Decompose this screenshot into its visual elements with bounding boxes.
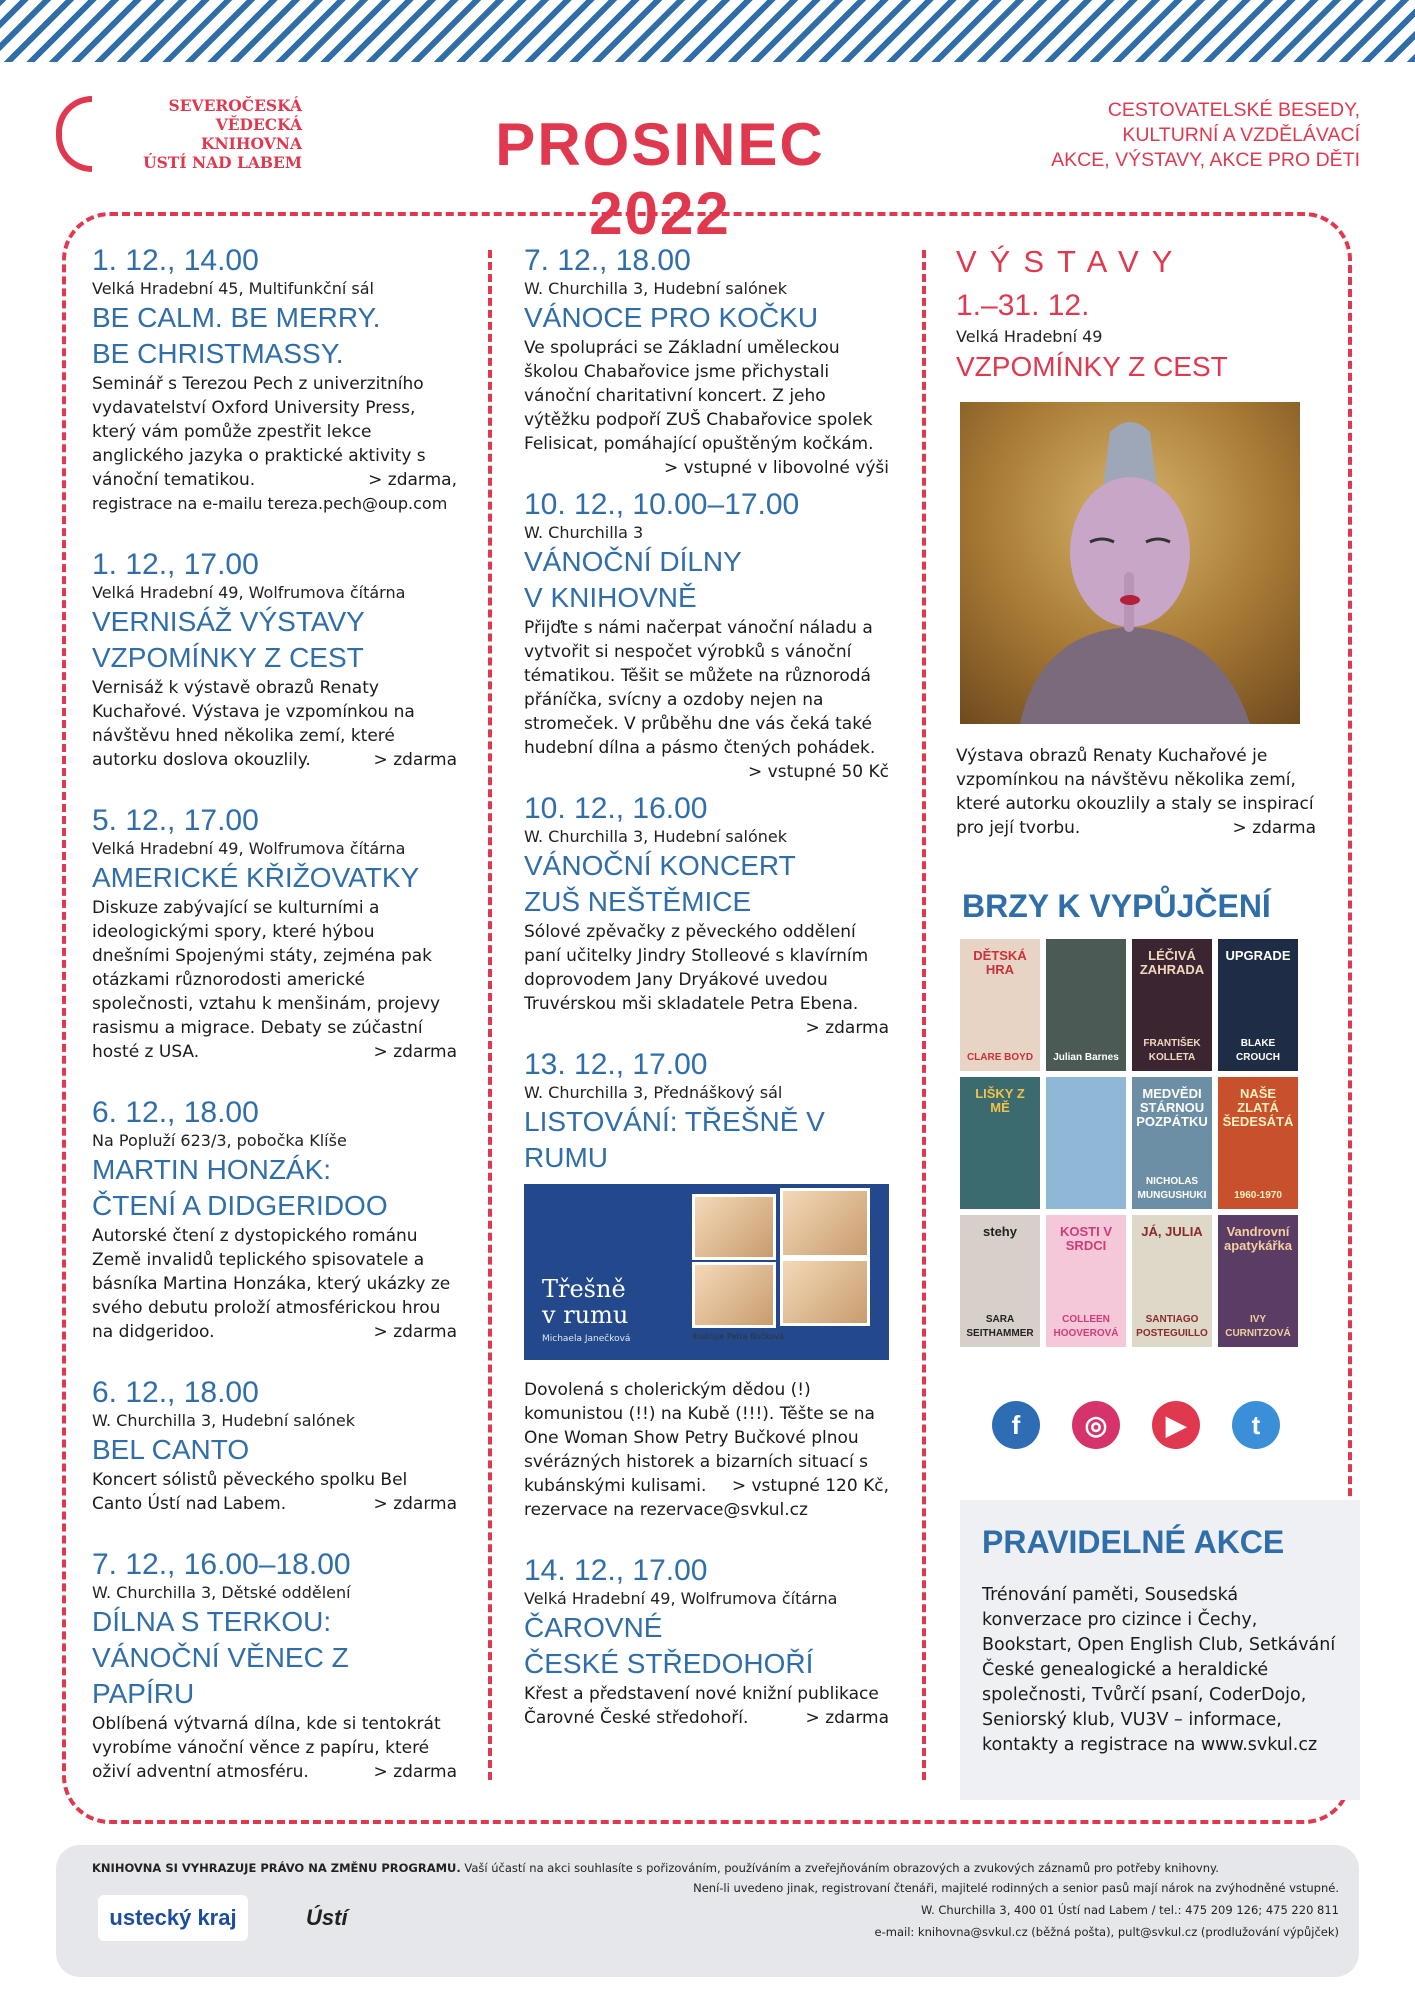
event-title [524,300,889,336]
cover-author: Michaela Janečková [542,1334,631,1344]
event-registration: rezervace na rezervace@svkul.cz [524,1500,808,1520]
exhibition-place: Velká Hradební 49 [956,327,1103,346]
book-title: stehy [983,1224,1017,1239]
exhibitions-column [956,244,1316,1449]
event-date: 6. 12., 18.00 [92,1376,259,1409]
event-place: Velká Hradební 45, Multifunkční sál [92,279,374,298]
event-card [524,244,889,478]
cover-photo [692,1194,776,1260]
book-cover[interactable] [1046,1077,1126,1209]
event-place: Na Popluží 623/3, pobočka Klíše [92,1131,347,1150]
event-date: 1. 12., 17.00 [92,548,259,581]
cover-photo [780,1258,870,1326]
logo-line: ÚSTÍ NAD LABEM [143,153,302,172]
event-description [524,1682,889,1730]
cover-title-line: Třešně [542,1275,626,1303]
event-price: > zdarma [373,1322,457,1342]
event-price: > zdarma, [368,470,457,490]
page-title: PROSINEC 2022 [495,111,825,247]
book-title: DĚTSKÁ HRA [973,948,1027,977]
book-title: JÁ, JULIA [1141,1224,1203,1239]
footer-email: e-mail: knihovna@svkul.cz (běžná pošta), pult@svkul.cz (prodlužování výpůjček) [874,1925,1339,1939]
book-cover-image [524,1184,889,1360]
event-text: Diskuze zabývající se kulturními a ideologickými spory, které hýbou dnešními Spojenými státy, zejména pak otázkami různorodosti americké společnosti, vztahu k menšinám, projevy rasismu a migrace. Debaty se zúčastní hosté z USA. [92,898,441,1062]
footer-address: W. Churchilla 3, 400 01 Ústí nad Labem / tel.: 475 209 126; 475 220 811 [921,1903,1339,1917]
cover-photo [780,1188,870,1258]
book-author: SARA SEITHAMMER [966,1314,1034,1339]
event-card [92,1548,457,1784]
event-date: 1. 12., 14.00 [92,244,259,277]
event-place: Velká Hradební 49, Wolfrumova čítárna [524,1589,838,1608]
youtube-icon[interactable]: ▶ [1152,1401,1200,1449]
footer [56,1845,1359,1977]
event-title-line: LISTOVÁNÍ: TŘEŠNĚ V RUMU [524,1106,825,1173]
event-price: > zdarma [373,1762,457,1782]
book-author: SANTIAGO POSTEGUILLO [1136,1314,1208,1339]
exhibition-description [956,744,1316,840]
event-place: W. Churchilla 3, Přednáškový sál [524,1083,783,1102]
event-date: 13. 12., 17.00 [524,1048,708,1081]
event-title-line: VERNISÁŽ VÝSTAVY [92,606,365,637]
event-place: Velká Hradební 49, Wolfrumova čítárna [92,583,406,602]
event-text: Přijďte s námi načerpat vánoční náladu a vytvořit si nespočet výrobků s vánoční tématikou. Těšit se můžete na různorodá přáníčka, svícny a ozdoby nejen na stromeček. V průběhu dne vás čeká také hudební dílna a pásmo čtených pohádek. [524,618,876,758]
book-cover[interactable] [1218,1215,1298,1347]
exhibition-text: Výstava obrazů Renaty Kuchařové je vzpomínkou na návštěvu několika zemí, které autorku okouzlily a staly se inspirací pro její tvorbu. [956,746,1314,838]
event-price: > zdarma [805,1708,889,1728]
event-card [92,244,457,516]
event-text: Vernisáž k výstavě obrazů Renaty Kuchařové. Výstava je vzpomínkou na návštěvu hned několika zemí, které autorku doslova okouzlily. [92,678,415,770]
event-title-line: VZPOMÍNKY Z CEST [92,642,364,673]
book-cover[interactable] [1132,1215,1212,1347]
book-title: NAŠE ZLATÁ ŠEDESÁTÁ [1222,1086,1294,1129]
books-heading: BRZY K VYPŮJČENÍ [962,888,1271,924]
column-divider [922,250,926,1780]
event-date: 5. 12., 17.00 [92,804,259,837]
exhibition-title: VZPOMÍNKY Z CEST [956,351,1228,382]
event-place: W. Churchilla 3, Hudební salónek [524,827,787,846]
book-cover[interactable] [1132,939,1212,1071]
book-title: MEDVĚDI STÁRNOU POZPÁTKU [1136,1086,1208,1129]
cover-title-line: v rumu [542,1301,629,1329]
event-text: Seminář s Terezou Pech z univerzitního vydavatelství Oxford University Press, který vám pomůže zpestřit lekce anglického jazyka o praktické aktivity s vánoční tematikou. [92,374,426,490]
event-description [92,676,457,772]
event-title [524,848,889,920]
cover-title [542,1276,628,1328]
footer-disclaimer-text: Vaší účastí na akci souhlasíte s pořizováním, používáním a zveřejňováním obrazových a zvukových záznamů pro potřeby knihovny. [464,1861,1219,1875]
event-date: 7. 12., 18.00 [524,244,691,277]
regular-events-box [960,1500,1360,1800]
event-title [92,1152,457,1224]
event-description [92,1468,457,1516]
book-title: Vandrovní apatykářka [1224,1224,1292,1253]
book-title: KOSTI V SRDCI [1059,1224,1112,1253]
event-card [524,1554,889,1730]
event-title-line: V KNIHOVNĚ [524,582,697,613]
exhibition-painting [960,402,1300,724]
event-text: Dovolená s cholerickým dědou (!) komunistou (!!) na Kubě (!!!). Těšte se na One Woman Show Petry Bučkové plnou svérázných historek a bizarních situací s kubánskými kulisami. [524,1380,875,1496]
event-title [92,860,457,896]
ustecky-kraj-logo: ustecký kraj [98,1895,248,1941]
book-title: UPGRADE [1225,948,1291,963]
twitter-icon[interactable]: t [1232,1401,1280,1449]
logo-line: KNIHOVNA [201,134,302,153]
book-author: NICHOLAS MUNGUSHUKI [1137,1176,1207,1201]
logo-arc [56,96,92,172]
event-title-line: VÁNOČNÍ KONCERT [524,850,796,881]
event-registration: registrace na e-mailu tereza.pech@oup.com [92,494,448,513]
footer-disclaimer [92,1861,1332,1875]
event-title [524,1104,889,1176]
book-cover[interactable] [1046,939,1126,1071]
usti-logo: Ústí [306,1905,348,1930]
event-title [92,604,457,676]
tagline [1000,98,1360,173]
book-title: LIŠKY Z MĚ [975,1086,1025,1115]
event-description [92,372,457,516]
events-column-1 [92,244,457,1816]
book-cover[interactable] [960,1077,1040,1209]
column-divider [488,250,492,1780]
footer-discount-note: Není-li uvedeno jinak, registrovaní čtenáři, majitelé rodinných a senior pasů mají nárok na zvýhodněné vstupné. [693,1881,1339,1895]
top-stripe-band [0,0,1415,62]
event-card [92,804,457,1064]
event-title-line: ČTENÍ A DIDGERIDOO [92,1190,388,1221]
exhibitions-heading: VÝSTAVY [956,244,1186,279]
events-column-2 [524,244,889,1762]
event-title [524,1610,889,1682]
event-price: > vstupné 50 Kč [748,762,889,782]
book-author: Julian Barnes [1053,1052,1119,1063]
book-author: BLAKE CROUCH [1236,1038,1280,1063]
regular-events-heading: PRAVIDELNÉ AKCE [982,1524,1285,1560]
social-links [992,1401,1316,1449]
instagram-icon[interactable]: ◎ [1072,1401,1120,1449]
event-title-line: ČESKÉ STŘEDOHOŘÍ [524,1648,814,1679]
exhibition-date: 1.–31. 12. [956,289,1090,322]
cover-illustrator: ilustruje Petra Bučková [692,1332,785,1341]
event-text: Sólové zpěvačky z pěveckého oddělení paní učitelky Jindry Stolleové s klavírním doprovodem Jany Dryákové uvedou Truvérskou mši skladatele Petra Ebena. [524,922,869,1014]
book-cover[interactable] [1218,939,1298,1071]
book-author: FRANTIŠEK KOLLETA [1143,1038,1201,1063]
event-card [524,792,889,1038]
event-description [524,1378,889,1522]
event-title-line: ZUŠ NEŠTĚMICE [524,886,752,917]
event-title [92,300,457,372]
event-card [92,1096,457,1344]
tagline-line: AKCE, VÝSTAVY, AKCE PRO DĚTI [1051,149,1360,171]
footer-disclaimer-bold: KNIHOVNA SI VYHRAZUJE PRÁVO NA ZMĚNU PROGRAMU. [92,1861,461,1875]
event-title-line: BEL CANTO [92,1434,250,1465]
exhibition-price: > zdarma [1232,818,1316,838]
event-date: 7. 12., 16.00–18.00 [92,1548,351,1581]
logo-line: VĚDECKÁ [215,115,302,134]
logo-text [92,96,302,172]
event-card [92,548,457,772]
event-place: W. Churchilla 3 [524,523,644,542]
book-cover[interactable] [1218,1077,1298,1209]
event-card [92,1376,457,1516]
event-title [524,544,889,616]
event-card [524,488,889,782]
event-text: Autorské čtení z dystopického románu Země invalidů teplického spisovatele a básníka Martina Honzáka, který ukázky ze svého debutu proloží atmosférickou hrou na didgeridoo. [92,1226,451,1342]
logo-line: SEVEROČESKÁ [168,96,302,115]
event-date: 10. 12., 10.00–17.00 [524,488,800,521]
book-title: LÉČIVÁ ZAHRADA [1139,948,1205,977]
book-cover[interactable] [1046,1215,1126,1347]
event-title-line: VÁNOČNÍ VĚNEC Z PAPÍRU [92,1642,349,1709]
event-description [524,616,889,782]
event-title-line: BE CALM. BE MERRY. [92,302,381,333]
library-logo [56,96,302,176]
cover-photo [692,1262,776,1328]
event-place: W. Churchilla 3, Dětské oddělení [92,1583,351,1602]
event-price: > zdarma [373,750,457,770]
event-price: > zdarma [805,1018,889,1038]
event-title-line: AMERICKÉ KŘIŽOVATKY [92,862,420,893]
book-author: COLLEEN HOOVEROVÁ [1053,1314,1119,1339]
event-title [92,1432,457,1468]
event-title-line: MARTIN HONZÁK: [92,1154,332,1185]
event-place: W. Churchilla 3, Hudební salónek [524,279,787,298]
event-title-line: VÁNOČNÍ DÍLNY [524,546,742,577]
tagline-line: KULTURNÍ A VZDĚLÁVACÍ [1122,124,1360,146]
event-price: > zdarma [373,1042,457,1062]
event-description [92,1712,457,1784]
book-cover[interactable] [960,939,1040,1071]
event-text: Oblíbená výtvarná dílna, kde si tentokrát vyrobíme vánoční věnce z papíru, které oživí adventní atmosféru. [92,1714,441,1782]
regular-events-body: Trénování paměti, Sousedská konverzace pro cizince i Čechy, Bookstart, Open English Club, Setkávání České genealogické a heraldické společnosti, Tvůrčí psaní, CoderDojo, Seniorský klub, VU3V – informace, kontakty a registrace na www.svkul.cz [982,1585,1336,1755]
event-title-line: VÁNOCE PRO KOČKU [524,302,819,333]
event-place: W. Churchilla 3, Hudební salónek [92,1411,355,1430]
book-author: CLARE BOYD [966,1052,1034,1063]
event-description [92,1224,457,1344]
event-date: 10. 12., 16.00 [524,792,708,825]
event-text: Ve spolupráci se Základní uměleckou školou Chabařovice jsme přichystali vánoční charitativní koncert. Z jeho výtěžku podpoří ZUŠ Chabařovice spolek Felisicat, pomáhající opuštěným kočkám. [524,338,874,454]
event-text: Křest a představení nové knižní publikace Čarovné České středohoří. [524,1684,879,1728]
event-date: 6. 12., 18.00 [92,1096,259,1129]
event-description [524,920,889,1038]
event-title-line: BE CHRISTMASSY. [92,338,344,369]
book-author: 1960-1970 [1234,1190,1282,1201]
event-title-line: DÍLNA S TERKOU: [92,1606,332,1637]
tagline-line: CESTOVATELSKÉ BESEDY, [1107,99,1360,121]
event-title [92,1604,457,1712]
book-cover[interactable] [1132,1077,1212,1209]
event-price: > vstupné 120 Kč, [731,1476,889,1496]
event-title-line: ČAROVNÉ [524,1612,663,1643]
book-author: IVY CURNITZOVÁ [1225,1314,1291,1339]
event-description [92,896,457,1064]
event-card [524,1048,889,1522]
book-cover[interactable] [960,1215,1040,1347]
event-price: > zdarma [373,1494,457,1514]
event-price: > vstupné v libovolné výši [663,458,889,478]
event-place: Velká Hradební 49, Wolfrumova čítárna [92,839,406,858]
event-text: Koncert sólistů pěveckého spolku Bel Canto Ústí nad Labem. [92,1470,408,1514]
buddha-painting-illustration [960,402,1300,724]
book-covers-grid [960,939,1316,1347]
facebook-icon[interactable]: f [992,1401,1040,1449]
event-date: 14. 12., 17.00 [524,1554,708,1587]
event-description [524,336,889,478]
